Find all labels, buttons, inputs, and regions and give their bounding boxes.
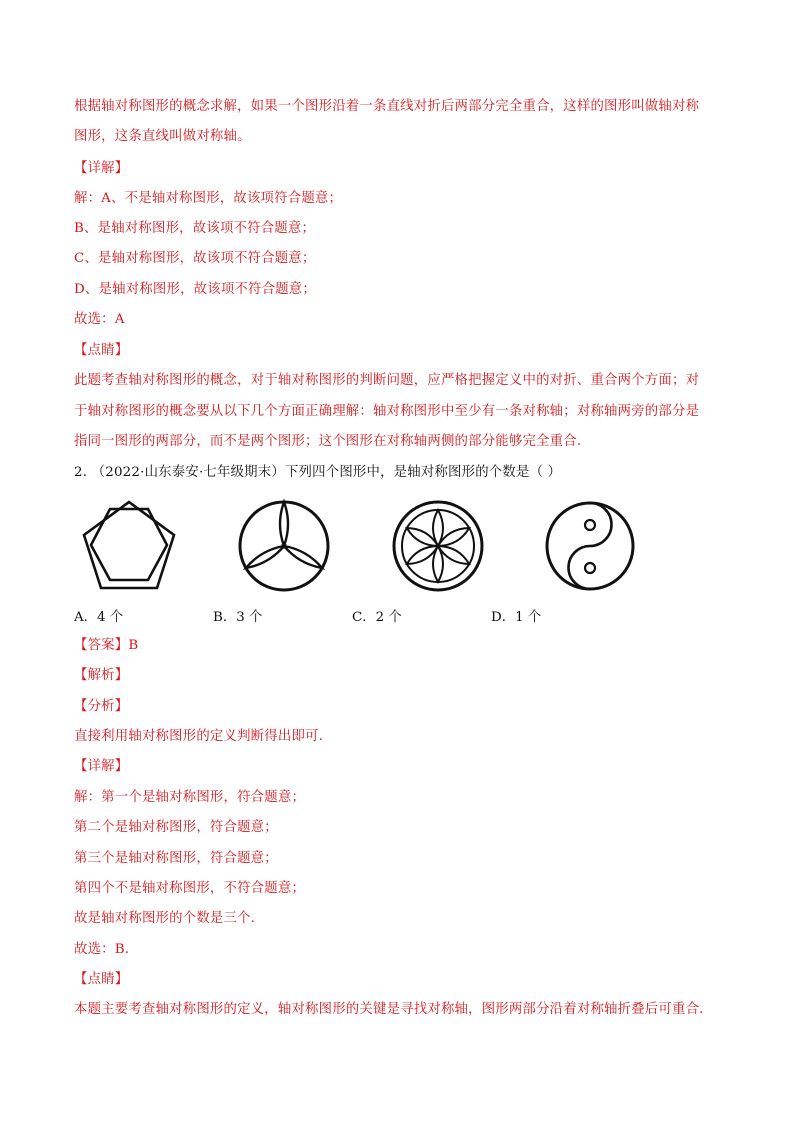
option-b: B．3 个	[213, 610, 263, 625]
detail-line: 解：A、不是轴对称图形，故该项符合题意；	[74, 191, 343, 206]
three-petal-circle-icon	[236, 498, 332, 594]
question-number: 2.	[74, 465, 88, 480]
detail-line: B、是轴对称图形，故该项不符合题意；	[74, 221, 316, 236]
question-figures	[76, 498, 656, 594]
option-d: D．1 个	[491, 610, 542, 625]
option-c: C．2 个	[352, 610, 402, 625]
answer-line: 【答案】B	[74, 638, 139, 653]
detail-line: 第四个不是轴对称图形，不符合题意；	[74, 881, 306, 896]
detail-line: 解：第一个是轴对称图形，符合题意；	[74, 790, 306, 805]
comment-line: 此题考查轴对称图形的概念，对于轴对称图形的判断问题，应严格把握定义中的对折、重合两个方面；对	[74, 373, 700, 388]
comment-heading: 【点睛】	[74, 343, 129, 358]
yin-yang-icon	[542, 498, 638, 594]
flower-of-life-icon	[390, 498, 486, 594]
detail-line: 故是轴对称图形的个数是三个.	[74, 911, 256, 926]
pentagon-star-icon	[80, 498, 178, 592]
analysis-heading: 【分析】	[74, 699, 129, 714]
comment-line: 指同一图形的两部分，而不是两个图形；这个图形在对称轴两侧的部分能够完全重合.	[74, 434, 582, 449]
choice-line: 故选：B.	[74, 942, 130, 957]
choice-line: 故选：A	[74, 312, 125, 327]
detail-line: 第三个是轴对称图形，符合题意；	[74, 851, 278, 866]
detail-line: 第二个是轴对称图形，符合题意；	[74, 820, 278, 835]
detail-heading: 【详解】	[74, 161, 129, 176]
comment-line: 于轴对称图形的概念要从以下几个方面正确理解：轴对称图形中至少有一条对称轴；对称轴两旁的部分是	[74, 404, 700, 419]
detail-line: D、是轴对称图形，故该项不符合题意；	[74, 282, 316, 297]
question-line	[74, 464, 561, 482]
option-a: A．4 个	[74, 610, 124, 625]
explanation-heading: 【解析】	[74, 668, 129, 683]
detail-heading: 【详解】	[74, 759, 129, 774]
question-source: （2022·山东泰安·七年级期末）	[91, 465, 285, 480]
comment-line: 本题主要考查轴对称图形的定义，轴对称图形的关键是寻找对称轴，图形两部分沿着对称轴折叠后可重合.	[74, 1002, 704, 1017]
comment-heading: 【点睛】	[74, 972, 129, 987]
detail-line: C、是轴对称图形，故该项不符合题意；	[74, 251, 316, 266]
analysis-line: 图形，这条直线叫做对称轴。	[74, 129, 251, 144]
question-text: 下列四个图形中，是轴对称图形的个数是（ ）	[284, 465, 562, 480]
analysis-line: 直接利用轴对称图形的定义判断得出即可.	[74, 729, 324, 744]
analysis-line: 根据轴对称图形的概念求解，如果一个图形沿着一条直线对折后两部分完全重合，这样的图形叫做轴对称	[74, 99, 700, 114]
